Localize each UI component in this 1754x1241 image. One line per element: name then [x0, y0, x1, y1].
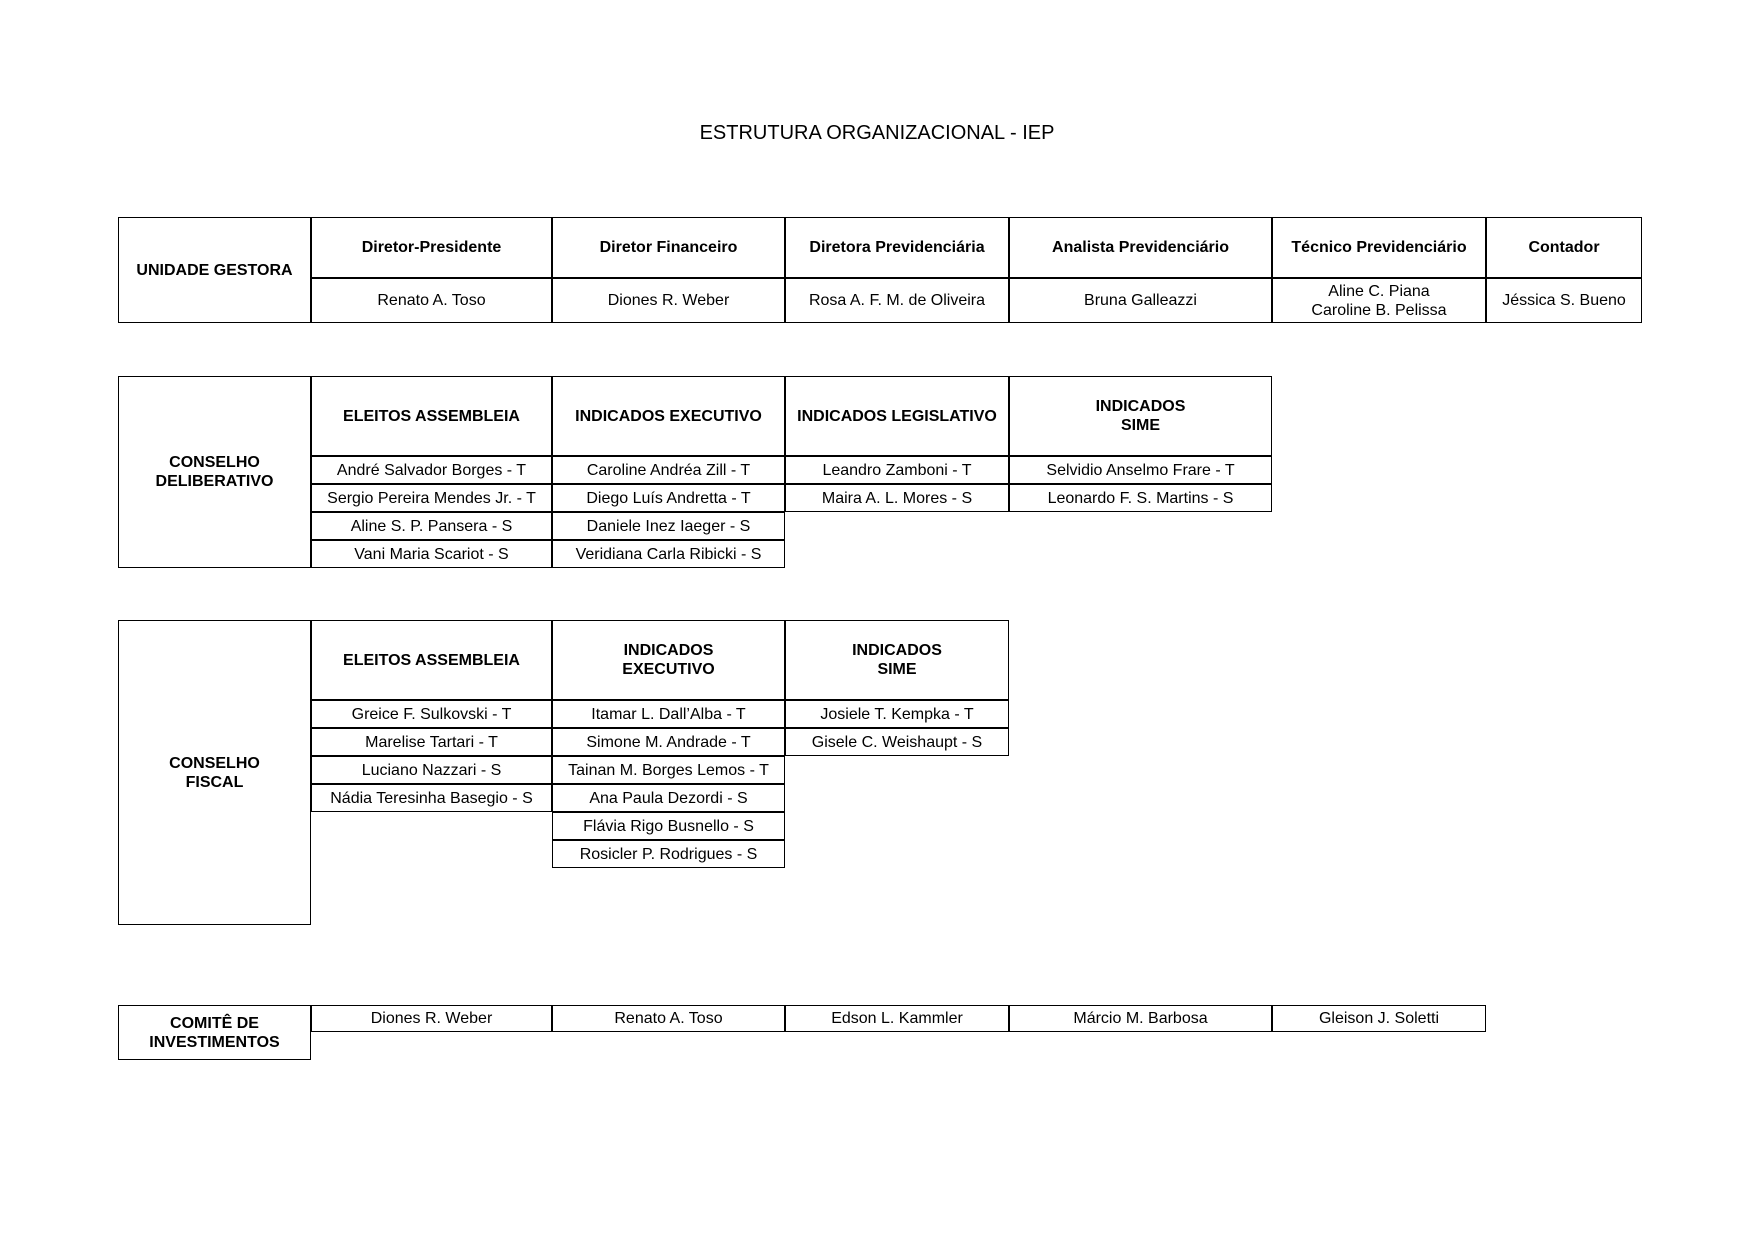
unidade-gestora-name: Rosa A. F. M. de Oliveira — [785, 278, 1009, 323]
conselho-fiscal-member: Flávia Rigo Busnello - S — [552, 812, 785, 840]
unidade-gestora-role: Analista Previdenciário — [1009, 217, 1272, 278]
conselho-deliberativo-member: Aline S. P. Pansera - S — [311, 512, 552, 540]
conselho-deliberativo-member: Leandro Zamboni - T — [785, 456, 1009, 484]
conselho-deliberativo-member: Diego Luís Andretta - T — [552, 484, 785, 512]
unidade-gestora-label: UNIDADE GESTORA — [118, 217, 311, 323]
unidade-gestora-name: Aline C. Piana Caroline B. Pelissa — [1272, 278, 1486, 323]
conselho-fiscal-member: Tainan M. Borges Lemos - T — [552, 756, 785, 784]
conselho-fiscal-header: INDICADOS EXECUTIVO — [552, 620, 785, 700]
conselho-deliberativo-header: INDICADOS LEGISLATIVO — [785, 376, 1009, 456]
conselho-fiscal-label: CONSELHO FISCAL — [118, 620, 311, 925]
conselho-deliberativo-header: ELEITOS ASSEMBLEIA — [311, 376, 552, 456]
conselho-deliberativo-header: INDICADOS SIME — [1009, 376, 1272, 456]
unidade-gestora-role: Contador — [1486, 217, 1642, 278]
comite-investimentos-member: Edson L. Kammler — [785, 1005, 1009, 1032]
conselho-fiscal-header: ELEITOS ASSEMBLEIA — [311, 620, 552, 700]
conselho-deliberativo-header: INDICADOS EXECUTIVO — [552, 376, 785, 456]
conselho-fiscal-member: Nádia Teresinha Basegio - S — [311, 784, 552, 812]
conselho-deliberativo-member: Veridiana Carla Ribicki - S — [552, 540, 785, 568]
comite-investimentos-member: Márcio M. Barbosa — [1009, 1005, 1272, 1032]
unidade-gestora-role: Técnico Previdenciário — [1272, 217, 1486, 278]
unidade-gestora-name: Jéssica S. Bueno — [1486, 278, 1642, 323]
conselho-deliberativo-member: Maira A. L. Mores - S — [785, 484, 1009, 512]
conselho-deliberativo-member: André Salvador Borges - T — [311, 456, 552, 484]
conselho-fiscal-member: Simone M. Andrade - T — [552, 728, 785, 756]
comite-investimentos-member: Renato A. Toso — [552, 1005, 785, 1032]
comite-investimentos-label: COMITÊ DE INVESTIMENTOS — [118, 1005, 311, 1060]
conselho-fiscal-member: Gisele C. Weishaupt - S — [785, 728, 1009, 756]
conselho-deliberativo-member: Daniele Inez Iaeger - S — [552, 512, 785, 540]
conselho-fiscal-member: Itamar L. Dall’Alba - T — [552, 700, 785, 728]
conselho-fiscal-member: Josiele T. Kempka - T — [785, 700, 1009, 728]
conselho-fiscal-member: Luciano Nazzari - S — [311, 756, 552, 784]
unidade-gestora-role: Diretor-Presidente — [311, 217, 552, 278]
unidade-gestora-role: Diretor Financeiro — [552, 217, 785, 278]
conselho-deliberativo-member: Vani Maria Scariot - S — [311, 540, 552, 568]
unidade-gestora-name: Renato A. Toso — [311, 278, 552, 323]
conselho-deliberativo-member: Sergio Pereira Mendes Jr. - T — [311, 484, 552, 512]
conselho-fiscal-member: Marelise Tartari - T — [311, 728, 552, 756]
comite-investimentos-member: Diones R. Weber — [311, 1005, 552, 1032]
unidade-gestora-name: Bruna Galleazzi — [1009, 278, 1272, 323]
unidade-gestora-role: Diretora Previdenciária — [785, 217, 1009, 278]
conselho-fiscal-header: INDICADOS SIME — [785, 620, 1009, 700]
conselho-deliberativo-member: Caroline Andréa Zill - T — [552, 456, 785, 484]
page-title: ESTRUTURA ORGANIZACIONAL - IEP — [699, 122, 1055, 144]
unidade-gestora-name: Diones R. Weber — [552, 278, 785, 323]
conselho-deliberativo-label: CONSELHO DELIBERATIVO — [118, 376, 311, 568]
conselho-deliberativo-member: Leonardo F. S. Martins - S — [1009, 484, 1272, 512]
conselho-fiscal-member: Ana Paula Dezordi - S — [552, 784, 785, 812]
conselho-fiscal-member: Greice F. Sulkovski - T — [311, 700, 552, 728]
comite-investimentos-member: Gleison J. Soletti — [1272, 1005, 1486, 1032]
conselho-deliberativo-member: Selvidio Anselmo Frare - T — [1009, 456, 1272, 484]
conselho-fiscal-member: Rosicler P. Rodrigues - S — [552, 840, 785, 868]
